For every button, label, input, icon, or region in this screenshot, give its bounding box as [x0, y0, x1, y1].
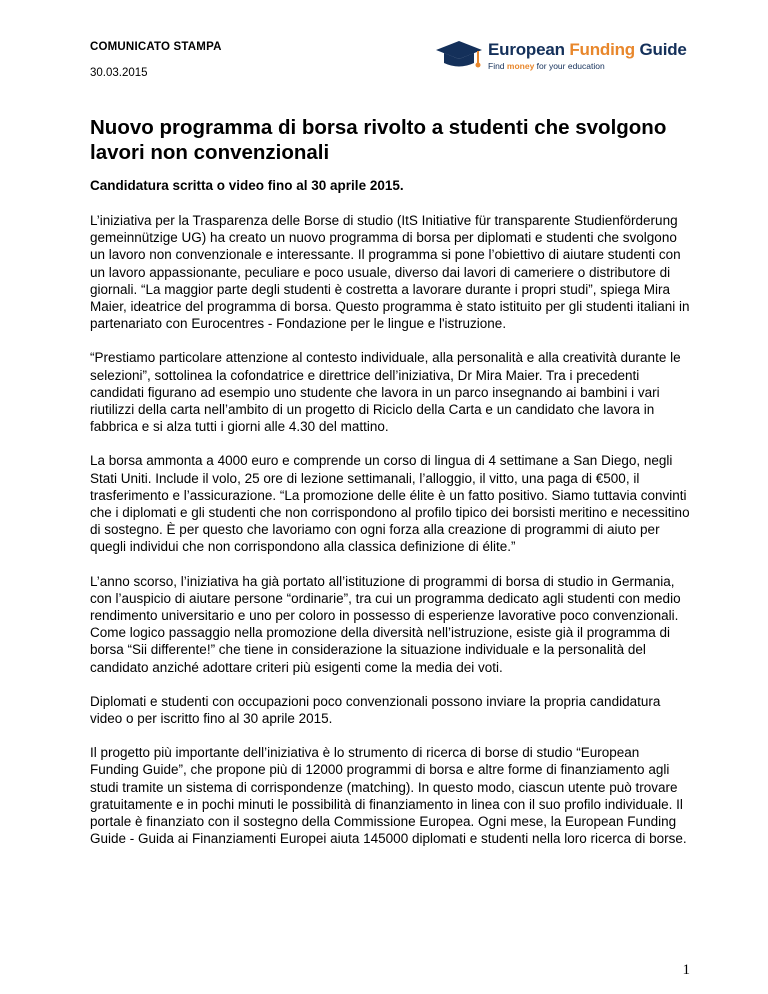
body-paragraph: La borsa ammonta a 4000 euro e comprende un corso di lingua di 4 settimane a San Diego, negli Stati Uniti. Include il volo, 25 ore di lezione settimanali, l’alloggio, il vitto, una paga di €500, il trasferimento e l’assicurazione. “La promozione delle élite è un fatto positivo. Siamo tuttavia convinti che i diplomati e gli studenti che non corrispondono al profilo tipico dei borsisti meritino e necessitino di sostegno. È per questo che lavoriamo con ogni forza alla creazione di programmi di aiuto per quegli individui che non corrispondono alla classica definizione di élite.”: [90, 453, 690, 555]
page-number: 1: [682, 962, 690, 978]
logo-tagline-part3: for your education: [534, 61, 605, 71]
body-paragraph: L’iniziativa per la Trasparenza delle Borse di studio (ItS Initiative für transparente Studienförderung gemeinnützige UG) ha creato un nuovo programma di borsa per diplomati e studenti che svolgono un lavoro non convenzionale e interessante. Il programma si pone l’obiettivo di aiutare studenti con un lavoro appassionante, peculiare e poco usuale, diverso dai lavori di cameriere o distributore di giornali. “La maggior parte degli studenti è costretta a lavorare durante i propri studi”, spiega Mira Maier, ideatrice del programma di borsa. Questo programma è stato istituito per gli studenti italiani in partenariato con Eurocentres - Fondazione per le lingue e l'istruzione.: [90, 213, 690, 332]
logo-tagline: [488, 61, 605, 71]
logo-tagline-part1: Find: [488, 61, 507, 71]
logo-wordmark: [488, 40, 687, 60]
release-date: 30.03.2015: [90, 67, 148, 79]
logo-tagline-accent: money: [506, 61, 535, 71]
logo-wordmark-accent: Funding: [569, 40, 635, 59]
press-release-label: COMUNICATO STAMPA: [90, 41, 222, 53]
body-paragraph: L’anno scorso, l’iniziativa ha già portato all’istituzione di programmi di borsa di studio in Germania, con l’auspicio di aiutare persone “ordinarie”, tra cui un programma dedicato agli studenti con medio rendimento universitario e uno per coloro in possesso di esperienze lavorative poco convenzionali. Come logico passaggio nella promozione della diversità nell’istruzione, esiste già il programma di borsa “Sii differente!” che tiene in considerazione la situazione individuale e la personalità del candidato anziché adottare criteri più esigenti come la media dei voti.: [90, 573, 681, 675]
body-paragraph: “Prestiamo particolare attenzione al contesto individuale, alla personalità e alla creatività durante le selezioni”, sottolinea la cofondatrice e direttrice dell’iniziativa, Dr Mira Maier. Tra i precedenti candidati figurano ad esempio uno studente che lavora in un parco insegnando ai bambini i vari riutilizzi della carta nell’ambito di un progetto di Riciclo della Carta e un candidato che lavora in fabbrica e si alza tutti i giorni alle 4.30 del mattino.: [90, 350, 681, 435]
article-body: [90, 212, 690, 865]
body-paragraph: Il progetto più importante dell’iniziativa è lo strumento di ricerca di borse di studio “European Funding Guide”, che propone più di 12000 programmi di borsa e altre forme di finanziamento agli studi tramite un sistema di corrispondenze (matching). In questo modo, ciascun utente può trovare gratuitamente e in pochi minuti le possibilità di finanziamento in linea con il suo profilo individuale. Il portale è finanziato con il sostegno della Commissione Europea. Ogni mese, la European Funding Guide - Guida ai Finanziamenti Europei aiuta 145000 diplomati e studenti nella loro ricerca di borse.: [90, 745, 687, 847]
article-subtitle: Candidatura scritta o video fino al 30 aprile 2015.: [90, 178, 404, 193]
article-title: Nuovo programma di borsa rivolto a studenti che svolgono lavori non convenzionali: [90, 116, 667, 164]
logo-wordmark-part3: Guide: [634, 40, 687, 59]
logo-wordmark-part1: European: [488, 40, 570, 59]
european-funding-guide-logo: [434, 38, 687, 74]
body-paragraph: Diplomati e studenti con occupazioni poco convenzionali possono inviare la propria candidatura video o per iscritto fino al 30 aprile 2015.: [90, 693, 661, 727]
graduation-cap-icon: [434, 39, 484, 73]
